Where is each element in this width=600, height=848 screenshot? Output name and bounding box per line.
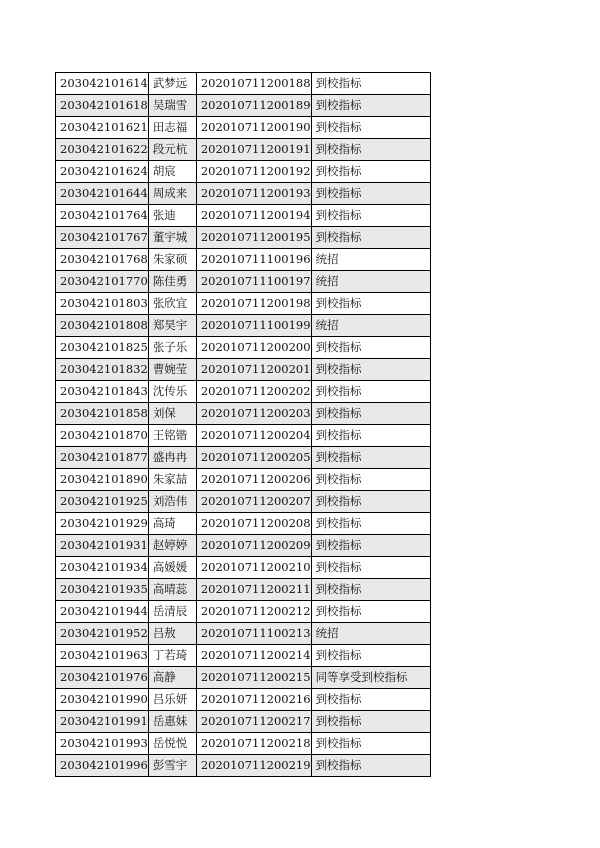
student-name-cell: 王铭锴: [148, 425, 196, 447]
admission-type-cell: 到校指标: [311, 557, 430, 579]
table-row: [56, 205, 431, 227]
admission-number-cell: 202010711200191: [196, 139, 311, 161]
table-row: [56, 469, 431, 491]
candidate-id-cell: 203042101963: [56, 645, 149, 667]
admission-type-cell: 到校指标: [311, 381, 430, 403]
candidate-id-cell: 203042101770: [56, 271, 149, 293]
admission-number-cell: 202010711100199: [196, 315, 311, 337]
admission-number-cell: 202010711200190: [196, 117, 311, 139]
admission-type-cell: 到校指标: [311, 425, 430, 447]
table-row: [56, 249, 431, 271]
admission-number-cell: 202010711200205: [196, 447, 311, 469]
table-row: [56, 227, 431, 249]
student-name-cell: 吴瑞雪: [148, 95, 196, 117]
admission-number-cell: 202010711200208: [196, 513, 311, 535]
table-row: [56, 117, 431, 139]
student-name-cell: 周成来: [148, 183, 196, 205]
admission-table: [55, 72, 431, 777]
candidate-id-cell: 203042101858: [56, 403, 149, 425]
table-row: [56, 139, 431, 161]
table-row: [56, 711, 431, 733]
candidate-id-cell: 203042101931: [56, 535, 149, 557]
admission-type-cell: 到校指标: [311, 205, 430, 227]
admission-number-cell: 202010711200204: [196, 425, 311, 447]
table-row: [56, 733, 431, 755]
admission-number-cell: 202010711200198: [196, 293, 311, 315]
student-name-cell: 张欣宜: [148, 293, 196, 315]
admission-number-cell: 202010711200207: [196, 491, 311, 513]
admission-type-cell: 到校指标: [311, 491, 430, 513]
candidate-id-cell: 203042101996: [56, 755, 149, 777]
student-name-cell: 赵婷婷: [148, 535, 196, 557]
admission-type-cell: 统招: [311, 249, 430, 271]
admission-type-cell: 到校指标: [311, 513, 430, 535]
student-name-cell: 朱家喆: [148, 469, 196, 491]
table-row: [56, 689, 431, 711]
candidate-id-cell: 203042101764: [56, 205, 149, 227]
admission-type-cell: 到校指标: [311, 733, 430, 755]
student-name-cell: 盛冉冉: [148, 447, 196, 469]
table-row: [56, 491, 431, 513]
student-name-cell: 段元杭: [148, 139, 196, 161]
admission-number-cell: 202010711200193: [196, 183, 311, 205]
student-name-cell: 岳惠妹: [148, 711, 196, 733]
admission-type-cell: 到校指标: [311, 117, 430, 139]
admission-type-cell: 统招: [311, 315, 430, 337]
admission-number-cell: 202010711200214: [196, 645, 311, 667]
admission-number-cell: 202010711200217: [196, 711, 311, 733]
candidate-id-cell: 203042101614: [56, 73, 149, 95]
student-name-cell: 岳悦悦: [148, 733, 196, 755]
admission-number-cell: 202010711200215: [196, 667, 311, 689]
admission-number-cell: 202010711200212: [196, 601, 311, 623]
admission-number-cell: 202010711200194: [196, 205, 311, 227]
table-row: [56, 579, 431, 601]
admission-number-cell: 202010711200219: [196, 755, 311, 777]
candidate-id-cell: 203042101803: [56, 293, 149, 315]
admission-number-cell: 202010711200195: [196, 227, 311, 249]
admission-type-cell: 到校指标: [311, 601, 430, 623]
candidate-id-cell: 203042101618: [56, 95, 149, 117]
table-row: [56, 447, 431, 469]
student-name-cell: 高琦: [148, 513, 196, 535]
candidate-id-cell: 203042101870: [56, 425, 149, 447]
student-name-cell: 董宇城: [148, 227, 196, 249]
candidate-id-cell: 203042101825: [56, 337, 149, 359]
student-name-cell: 刘浩伟: [148, 491, 196, 513]
admission-type-cell: 到校指标: [311, 403, 430, 425]
admission-type-cell: 统招: [311, 271, 430, 293]
table-row: [56, 601, 431, 623]
admission-type-cell: 到校指标: [311, 139, 430, 161]
table-row: [56, 667, 431, 689]
student-name-cell: 曹婉莹: [148, 359, 196, 381]
admission-type-cell: 到校指标: [311, 293, 430, 315]
student-name-cell: 彭雪宇: [148, 755, 196, 777]
admission-type-cell: 到校指标: [311, 579, 430, 601]
table-row: [56, 183, 431, 205]
table-row: [56, 161, 431, 183]
admission-number-cell: 202010711100213: [196, 623, 311, 645]
table-row: [56, 381, 431, 403]
admission-type-cell: 到校指标: [311, 73, 430, 95]
candidate-id-cell: 203042101877: [56, 447, 149, 469]
candidate-id-cell: 203042101890: [56, 469, 149, 491]
student-name-cell: 武梦远: [148, 73, 196, 95]
candidate-id-cell: 203042101843: [56, 381, 149, 403]
table-row: [56, 623, 431, 645]
admission-type-cell: 到校指标: [311, 689, 430, 711]
admission-number-cell: 202010711200203: [196, 403, 311, 425]
candidate-id-cell: 203042101624: [56, 161, 149, 183]
admission-number-cell: 202010711200218: [196, 733, 311, 755]
student-name-cell: 吕敖: [148, 623, 196, 645]
candidate-id-cell: 203042101808: [56, 315, 149, 337]
table-row: [56, 359, 431, 381]
admission-type-cell: 统招: [311, 623, 430, 645]
admission-type-cell: 到校指标: [311, 535, 430, 557]
admission-type-cell: 到校指标: [311, 469, 430, 491]
admission-number-cell: 202010711200216: [196, 689, 311, 711]
admission-number-cell: 202010711200192: [196, 161, 311, 183]
student-name-cell: 丁若琦: [148, 645, 196, 667]
candidate-id-cell: 203042101976: [56, 667, 149, 689]
student-name-cell: 张子乐: [148, 337, 196, 359]
admission-number-cell: 202010711100196: [196, 249, 311, 271]
table-row: [56, 337, 431, 359]
student-name-cell: 朱家硕: [148, 249, 196, 271]
table-row: [56, 73, 431, 95]
student-name-cell: 张迪: [148, 205, 196, 227]
admission-type-cell: 到校指标: [311, 95, 430, 117]
admission-type-cell: 到校指标: [311, 447, 430, 469]
student-name-cell: 高媛媛: [148, 557, 196, 579]
table-row: [56, 425, 431, 447]
table-row: [56, 95, 431, 117]
admission-number-cell: 202010711100197: [196, 271, 311, 293]
table-row: [56, 557, 431, 579]
admission-number-cell: 202010711200210: [196, 557, 311, 579]
student-name-cell: 刘保: [148, 403, 196, 425]
admission-type-cell: 到校指标: [311, 645, 430, 667]
admission-number-cell: 202010711200200: [196, 337, 311, 359]
candidate-id-cell: 203042101644: [56, 183, 149, 205]
admission-number-cell: 202010711200209: [196, 535, 311, 557]
student-name-cell: 高静: [148, 667, 196, 689]
admission-number-cell: 202010711200211: [196, 579, 311, 601]
table-row: [56, 645, 431, 667]
table-row: [56, 403, 431, 425]
admission-number-cell: 202010711200188: [196, 73, 311, 95]
student-name-cell: 吕乐妍: [148, 689, 196, 711]
table-row: [56, 293, 431, 315]
student-name-cell: 陈佳勇: [148, 271, 196, 293]
admission-type-cell: 到校指标: [311, 755, 430, 777]
student-name-cell: 岳清辰: [148, 601, 196, 623]
student-name-cell: 田志福: [148, 117, 196, 139]
admission-number-cell: 202010711200189: [196, 95, 311, 117]
student-name-cell: 高晴蕊: [148, 579, 196, 601]
candidate-id-cell: 203042101925: [56, 491, 149, 513]
admission-number-cell: 202010711200201: [196, 359, 311, 381]
student-name-cell: 沈传乐: [148, 381, 196, 403]
student-name-cell: 胡宸: [148, 161, 196, 183]
admission-type-cell: 到校指标: [311, 227, 430, 249]
table-row: [56, 513, 431, 535]
admission-type-cell: 到校指标: [311, 337, 430, 359]
candidate-id-cell: 203042101767: [56, 227, 149, 249]
candidate-id-cell: 203042101990: [56, 689, 149, 711]
student-name-cell: 郑昊宇: [148, 315, 196, 337]
admission-number-cell: 202010711200202: [196, 381, 311, 403]
candidate-id-cell: 203042101768: [56, 249, 149, 271]
candidate-id-cell: 203042101944: [56, 601, 149, 623]
table-row: [56, 271, 431, 293]
candidate-id-cell: 203042101929: [56, 513, 149, 535]
admission-type-cell: 到校指标: [311, 711, 430, 733]
admission-number-cell: 202010711200206: [196, 469, 311, 491]
candidate-id-cell: 203042101621: [56, 117, 149, 139]
candidate-id-cell: 203042101934: [56, 557, 149, 579]
candidate-id-cell: 203042101952: [56, 623, 149, 645]
candidate-id-cell: 203042101991: [56, 711, 149, 733]
candidate-id-cell: 203042101993: [56, 733, 149, 755]
candidate-id-cell: 203042101832: [56, 359, 149, 381]
table-row: [56, 535, 431, 557]
admission-type-cell: 到校指标: [311, 183, 430, 205]
admission-type-cell: 同等享受到校指标: [311, 667, 430, 689]
admission-type-cell: 到校指标: [311, 161, 430, 183]
candidate-id-cell: 203042101622: [56, 139, 149, 161]
table-row: [56, 755, 431, 777]
candidate-id-cell: 203042101935: [56, 579, 149, 601]
table-row: [56, 315, 431, 337]
admission-table-body: [56, 73, 431, 777]
admission-type-cell: 到校指标: [311, 359, 430, 381]
